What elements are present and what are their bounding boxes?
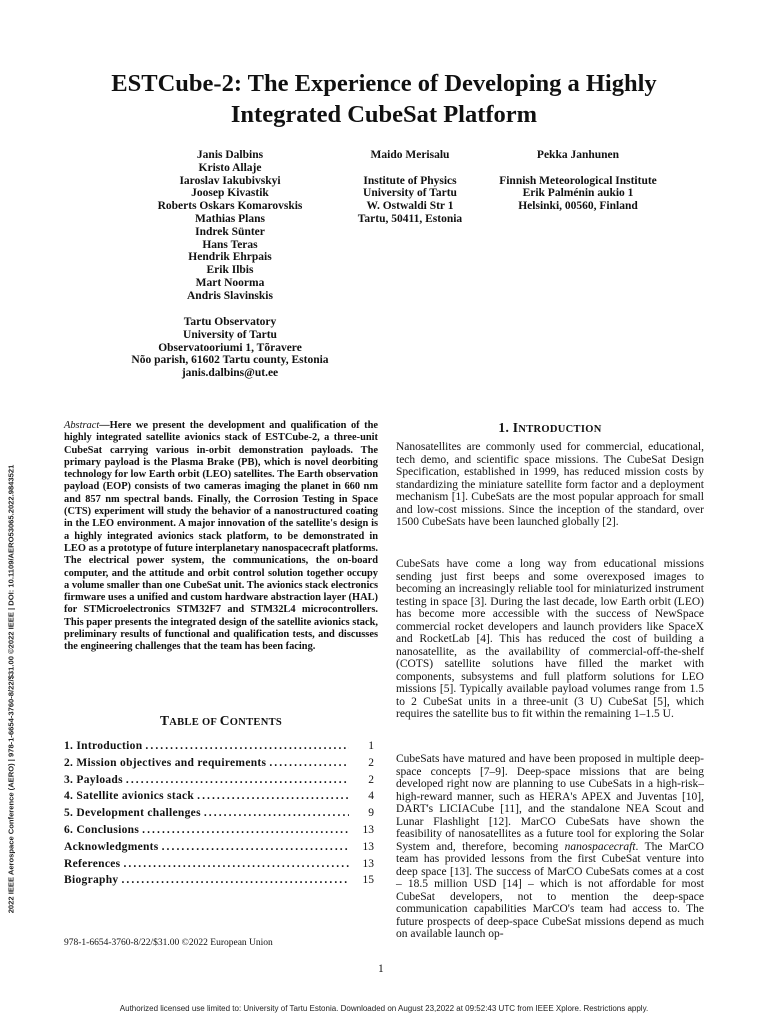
toc-entry[interactable]: Acknowledgments . . . 13 [64, 839, 374, 856]
author-name: Mathias Plans [195, 212, 265, 225]
intro-heading: 1. INTRODUCTION [498, 420, 602, 435]
toc-entry[interactable]: 3. Payloads . . . 2 [64, 772, 374, 789]
toc-heading: TABLE OF CONTENTS [159, 713, 283, 728]
toc-entry[interactable]: 4. Satellite avionics stack . . . 4 [64, 788, 374, 805]
author-name: Janis Dalbins [196, 149, 264, 161]
affiliation-line: Observatooriumi 1, Tõravere [158, 341, 302, 354]
abstract [64, 420, 378, 654]
toc-entry[interactable]: 2. Mission objectives and requirements . . . 2 [64, 755, 374, 772]
affiliation-line: Finnish Meteorological Institute [499, 174, 657, 187]
authors-mid [340, 149, 480, 226]
author-name: Hendrik Ehrpais [188, 251, 272, 264]
authors-right [488, 149, 668, 213]
affiliation-line: University of Tartu [363, 187, 457, 200]
author-name: Indrek Sünter [195, 225, 265, 238]
affiliation-line: University of Tartu [183, 328, 277, 341]
abstract-label: Abstract [64, 420, 100, 431]
author-name: Erik Ilbis [206, 264, 254, 277]
spacer [340, 162, 480, 175]
author-name: Mart Noorma [195, 276, 265, 289]
author-name: Kristo Allaje [198, 161, 262, 174]
affiliation-line: Institute of Physics [363, 174, 457, 187]
toc-entry[interactable]: 6. Conclusions . . . 13 [64, 822, 374, 839]
copyright-notice: 978-1-6654-3760-8/22/$31.00 ©2022 European Union [64, 938, 273, 948]
affiliation-line: Nõo parish, 61602 Tartu county, Estonia [131, 354, 329, 367]
author-email: janis.dalbins@ut.ee [181, 367, 279, 380]
toc-entry[interactable]: Biography . . . 15 [64, 872, 374, 889]
author-name: Hans Teras [202, 238, 258, 251]
license-footer: Authorized licensed use limited to: University of Tartu Estonia. Downloaded on August 23,2022 at 09:52:43 UTC from IEEE Xplore. Restrictions apply. [119, 1004, 649, 1013]
affiliation-line: Helsinki, 00560, Finland [518, 200, 638, 213]
affiliation-line: Erik Palménin aukio 1 [522, 187, 634, 200]
toc-entry[interactable]: 1. Introduction . . . 1 [64, 738, 374, 755]
affiliation-line: Tartu, 50411, Estonia [357, 212, 463, 225]
author-name: Iaroslav Iakubivskyi [179, 174, 281, 187]
doi-sidebar-text: 2022 IEEE Aerospace Conference (AERO) | 978-1-6654-3760-8/22/$31.00 ©2022 IEEE | DOI: 10.1109/AERO53065.2022.9843521 [6, 464, 16, 914]
intro-paragraph: CubeSats have come a long way from educational missions sending just first beeps and some overexposed images to becoming an increasingly reliable tool for miniaturized instrument testing in space [3]. During the last decade, low Earth orbit (LEO) has become more accessible with the success of NewSpace commercial rocket developers and launch providers like SpaceX and RocketLab [4]. This has reduced the cost of building a nanosatellite, as the availability of commercial-off-the-shelf (COTS) satellite solutions have filled the market with components, subsystems and full platform solutions for LEO missions [5]. Typically available payload volumes range from 1.5 to 2 CubeSat units in a three-unit (3 U) CubeSat [5], which requires the satellite bus to fit within the remaining 1–1.5 U. [396, 558, 704, 720]
authors-left [100, 149, 360, 303]
author-name: Roberts Oskars Komarovskis [157, 200, 303, 213]
doi-sidebar [0, 404, 22, 974]
intro-paragraph: Nanosatellites are commonly used for commercial, educational, tech demo, and scientific space missions. The CubeSat Design Specification, established in 1999, has reduced mission costs by standardizing the miniature satellite form factor and a deployment mechanism [1]. CubeSats are the most popular approach for small and low-cost missions. Since the inception of the standard, over 1500 CubeSats have been launched globally [2]. [396, 441, 704, 528]
author-name: Pekka Janhunen [536, 149, 620, 161]
intro-paragraph: CubeSats have matured and have been proposed in multiple deep-space concepts [7–9]. Deep-space missions that are being developed right now are planning to use CubeSats in a high-risk–high-reward manner, such as HERA's APEX and Juventas [10], DART's LICIACube [11], and the standalone NEA Scout and Lunar Flashlight [12]. MarCO CubeSats have shown the feasibility of nanosatellites as a future tool for exploring the Solar System and, therefore, becoming nanospacecraft. The MarCO team has provided lessons from the first CubeSat venture into deep space [13]. The success of MarCO CubeSats comes at a cost – 18.5 million USD [14] – which is not affordable for most CubeSat developers, not to mention the deep-space communication capabilities MarCO's team had access to. The future prospects of deep-space CubeSat missions depend as much on available launch op- [396, 753, 704, 940]
affiliation-line: W. Ostwaldi Str 1 [366, 200, 454, 213]
affiliation-left [90, 316, 370, 380]
abstract-text: —Here we present the development and qualification of the highly integrated satellite avionics stack of ESTCube-2, a three-unit CubeSat carrying various in-orbit demonstration payloads. The primary payload is the Plasma Brake (PB), which is novel deorbiting technology for low Earth orbit (LEO) satellites. The Earth observation payload (EOP) consists of two cameras imaging the planet in 660 nm and 857 nm spectral bands. Finally, the Corrosion Testing in Space (CTS) experiment will study the behavior of a nanostructured coating in the LEO environment. A major innovation of the satellite's design is a highly integrated avionics stack platform, to be demonstrated in LEO as a prototype of future interplanetary nanospacecraft platforms. The electrical power system, the communications, the on-board computer, and the attitude and orbit control solution together occupy a volume smaller than one CubeSat unit. The avionics stack electronics firmware uses a unified and custom hardware abstraction layer (HAL) for STMicroelectronics STM32F7 and STM32L4 microcontrollers. This paper presents the integrated design of the satellite avionics stack, preliminary results of functional and qualification tests, and discusses the engineering challenges that the team has been facing. [64, 420, 378, 653]
toc-list [64, 738, 374, 889]
author-name: Joosep Kivastik [191, 187, 269, 200]
toc-entry[interactable]: 5. Development challenges . . . 9 [64, 805, 374, 822]
paper-title: ESTCube-2: The Experience of Developing a Highly Integrated CubeSat Platform [111, 70, 657, 128]
spacer [488, 162, 668, 175]
affiliation-line: Tartu Observatory [183, 316, 277, 328]
author-name: Andris Slavinskis [187, 289, 273, 302]
toc-entry[interactable]: References . . . 13 [64, 856, 374, 873]
author-name: Maido Merisalu [370, 149, 450, 161]
page-number: 1 [378, 963, 384, 975]
